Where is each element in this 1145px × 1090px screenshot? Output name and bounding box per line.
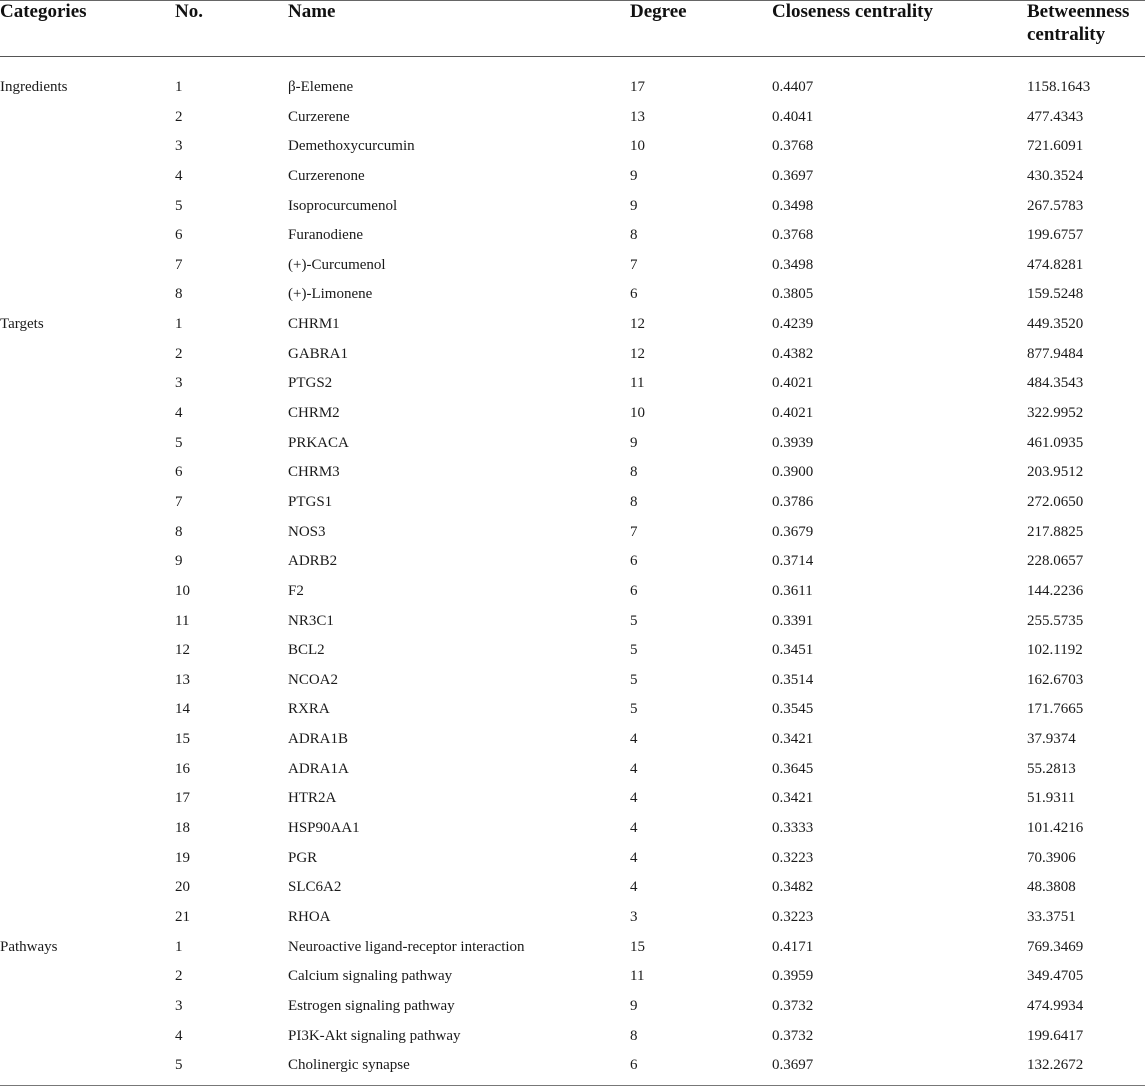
cell-betweenness: 199.6757 — [1027, 227, 1084, 244]
cell-closeness: 0.3900 — [772, 464, 814, 481]
table-row — [0, 221, 1145, 251]
cell-closeness: 0.3545 — [772, 701, 814, 718]
cell-name: PTGS2 — [288, 375, 333, 392]
table-row — [0, 1051, 1145, 1081]
cell-closeness: 0.3697 — [772, 167, 814, 184]
cell-betweenness: 132.2672 — [1027, 1057, 1084, 1074]
cell-name: Demethoxycurcumin — [288, 138, 415, 155]
cell-degree: 15 — [630, 938, 645, 955]
cell-name: RXRA — [288, 701, 330, 718]
cell-degree: 5 — [630, 671, 638, 688]
cell-closeness: 0.3421 — [772, 731, 814, 748]
cell-no: 3 — [175, 997, 183, 1014]
cell-degree: 9 — [630, 167, 638, 184]
cell-degree: 4 — [630, 849, 638, 866]
cell-betweenness: 70.3906 — [1027, 849, 1076, 866]
table-row — [0, 132, 1145, 162]
header-degree: Degree — [630, 1, 687, 22]
cell-betweenness: 474.9934 — [1027, 997, 1084, 1014]
table-row — [0, 992, 1145, 1022]
table-row — [0, 873, 1145, 903]
cell-degree: 9 — [630, 197, 638, 214]
table-row — [0, 755, 1145, 785]
cell-no: 17 — [175, 790, 190, 807]
cell-closeness: 0.3333 — [772, 820, 814, 837]
cell-closeness: 0.3714 — [772, 553, 814, 570]
table-row — [0, 192, 1145, 222]
cell-degree: 3 — [630, 908, 638, 925]
cell-no: 6 — [175, 227, 183, 244]
cell-no: 10 — [175, 582, 190, 599]
cell-no: 19 — [175, 849, 190, 866]
cell-betweenness: 322.9952 — [1027, 405, 1084, 422]
cell-closeness: 0.3697 — [772, 1057, 814, 1074]
cell-no: 16 — [175, 760, 190, 777]
cell-degree: 5 — [630, 701, 638, 718]
cell-no: 7 — [175, 493, 183, 510]
cell-closeness: 0.3223 — [772, 908, 814, 925]
table-row — [0, 577, 1145, 607]
cell-closeness: 0.3514 — [772, 671, 814, 688]
cell-no: 4 — [175, 1027, 183, 1044]
header-rule — [0, 56, 1145, 57]
cell-no: 13 — [175, 671, 190, 688]
cell-degree: 8 — [630, 227, 638, 244]
cell-no: 1 — [175, 316, 183, 333]
cell-betweenness: 430.3524 — [1027, 167, 1084, 184]
cell-name: ADRA1B — [288, 731, 349, 748]
cell-betweenness: 449.3520 — [1027, 316, 1084, 333]
cell-no: 7 — [175, 256, 183, 273]
cell-degree: 4 — [630, 760, 638, 777]
cell-no: 6 — [175, 464, 183, 481]
cell-name: β-Elemene — [288, 79, 354, 95]
cell-betweenness: 461.0935 — [1027, 434, 1084, 451]
cell-no: 18 — [175, 820, 190, 837]
table-row — [0, 636, 1145, 666]
table-row — [0, 399, 1145, 429]
cell-betweenness: 33.3751 — [1027, 908, 1076, 925]
table-row — [0, 369, 1145, 399]
cell-name: Estrogen signaling pathway — [288, 997, 455, 1014]
cell-closeness: 0.4171 — [772, 938, 814, 955]
cell-no: 2 — [175, 345, 183, 362]
table-body — [0, 73, 1145, 1081]
cell-no: 20 — [175, 879, 190, 896]
cell-degree: 7 — [630, 256, 638, 273]
cell-name: BCL2 — [288, 642, 325, 659]
cell-no: 21 — [175, 908, 190, 925]
cell-name: PI3K-Akt signaling pathway — [288, 1027, 461, 1044]
cell-degree: 4 — [630, 790, 638, 807]
cell-closeness: 0.3223 — [772, 849, 814, 866]
cell-betweenness: 48.3808 — [1027, 879, 1076, 896]
cell-name: F2 — [288, 582, 304, 599]
cell-name: (+)-Limonene — [288, 286, 373, 303]
cell-name: ADRB2 — [288, 553, 338, 570]
cell-name: Isoprocurcumenol — [288, 197, 398, 214]
cell-name: ADRA1A — [288, 760, 349, 777]
cell-no: 8 — [175, 523, 183, 540]
table-top-rule — [0, 0, 1145, 1]
header-betweenness-centrality: Betweenness centrality — [1027, 1, 1130, 45]
cell-name: NOS3 — [288, 523, 326, 540]
cell-degree: 6 — [630, 286, 638, 303]
cell-no: 5 — [175, 197, 183, 214]
cell-closeness: 0.3768 — [772, 138, 814, 155]
cell-degree: 9 — [630, 434, 638, 451]
cell-no: 3 — [175, 138, 183, 155]
table-row — [0, 162, 1145, 192]
header-closeness-centrality: Closeness centrality — [772, 1, 933, 22]
cell-name: Furanodiene — [288, 227, 363, 244]
cell-degree: 8 — [630, 1027, 638, 1044]
cell-no: 4 — [175, 405, 183, 422]
cell-name: (+)-Curcumenol — [288, 256, 386, 273]
cell-category: Ingredients — [0, 79, 68, 95]
cell-no: 9 — [175, 553, 183, 570]
cell-closeness: 0.3732 — [772, 997, 814, 1014]
cell-betweenness: 55.2813 — [1027, 760, 1076, 777]
cell-no: 14 — [175, 701, 190, 718]
cell-betweenness: 159.5248 — [1027, 286, 1084, 303]
cell-no: 2 — [175, 968, 183, 985]
table-row — [0, 695, 1145, 725]
cell-closeness: 0.3498 — [772, 256, 814, 273]
table-bottom-rule — [0, 1085, 1145, 1086]
cell-closeness: 0.3482 — [772, 879, 814, 896]
cell-betweenness: 203.9512 — [1027, 464, 1084, 481]
cell-no: 4 — [175, 167, 183, 184]
cell-degree: 7 — [630, 523, 638, 540]
table-row — [0, 933, 1145, 963]
table-row — [0, 103, 1145, 133]
cell-name: PRKACA — [288, 434, 349, 451]
table-row — [0, 903, 1145, 933]
cell-degree: 4 — [630, 820, 638, 837]
cell-name: CHRM3 — [288, 464, 340, 481]
cell-closeness: 0.3679 — [772, 523, 814, 540]
table-row — [0, 429, 1145, 459]
cell-category: Pathways — [0, 938, 58, 955]
cell-name: Cholinergic synapse — [288, 1057, 410, 1074]
table-row — [0, 1022, 1145, 1052]
table-row — [0, 488, 1145, 518]
cell-degree: 6 — [630, 1057, 638, 1074]
cell-name: CHRM1 — [288, 316, 340, 333]
cell-name: Calcium signaling pathway — [288, 968, 453, 985]
cell-no: 15 — [175, 731, 190, 748]
table-row — [0, 844, 1145, 874]
cell-no: 1 — [175, 79, 183, 95]
cell-closeness: 0.3421 — [772, 790, 814, 807]
table-row — [0, 280, 1145, 310]
cell-no: 1 — [175, 938, 183, 955]
cell-no: 8 — [175, 286, 183, 303]
cell-closeness: 0.3939 — [772, 434, 814, 451]
cell-degree: 17 — [630, 79, 645, 95]
cell-degree: 5 — [630, 612, 638, 629]
cell-name: NR3C1 — [288, 612, 334, 629]
cell-closeness: 0.4239 — [772, 316, 814, 333]
table-row — [0, 607, 1145, 637]
cell-closeness: 0.3959 — [772, 968, 814, 985]
cell-name: HTR2A — [288, 790, 337, 807]
cell-degree: 4 — [630, 731, 638, 748]
cell-betweenness: 144.2236 — [1027, 582, 1084, 599]
cell-betweenness: 217.8825 — [1027, 523, 1084, 540]
cell-name: Curzerenone — [288, 167, 365, 184]
table-row — [0, 962, 1145, 992]
cell-degree: 11 — [630, 968, 645, 985]
cell-betweenness: 349.4705 — [1027, 968, 1084, 985]
header-categories: Categories — [0, 1, 87, 22]
cell-closeness: 0.3768 — [772, 227, 814, 244]
table-row — [0, 73, 1145, 103]
cell-betweenness: 477.4343 — [1027, 108, 1084, 125]
cell-degree: 12 — [630, 345, 645, 362]
cell-betweenness: 267.5783 — [1027, 197, 1084, 214]
cell-closeness: 0.3451 — [772, 642, 814, 659]
table-row — [0, 458, 1145, 488]
cell-betweenness: 37.9374 — [1027, 731, 1076, 748]
cell-degree: 11 — [630, 375, 645, 392]
cell-closeness: 0.4021 — [772, 375, 814, 392]
cell-degree: 10 — [630, 138, 645, 155]
cell-no: 2 — [175, 108, 183, 125]
header-name: Name — [288, 1, 336, 22]
cell-closeness: 0.4021 — [772, 405, 814, 422]
cell-degree: 9 — [630, 997, 638, 1014]
cell-betweenness: 51.9311 — [1027, 790, 1076, 807]
table-row — [0, 666, 1145, 696]
cell-degree: 4 — [630, 879, 638, 896]
cell-betweenness: 171.7665 — [1027, 701, 1084, 718]
cell-closeness: 0.4041 — [772, 108, 814, 125]
table-row — [0, 340, 1145, 370]
table-row — [0, 547, 1145, 577]
cell-betweenness: 162.6703 — [1027, 671, 1084, 688]
cell-category: Targets — [0, 316, 44, 333]
cell-name: RHOA — [288, 908, 331, 925]
cell-no: 5 — [175, 434, 183, 451]
cell-degree: 6 — [630, 582, 638, 599]
cell-name: GABRA1 — [288, 345, 349, 362]
cell-closeness: 0.4407 — [772, 79, 814, 95]
cell-closeness: 0.3645 — [772, 760, 814, 777]
cell-degree: 6 — [630, 553, 638, 570]
cell-closeness: 0.3611 — [772, 582, 813, 599]
cell-name: Neuroactive ligand-receptor interaction — [288, 938, 525, 955]
cell-betweenness: 199.6417 — [1027, 1027, 1084, 1044]
cell-betweenness: 255.5735 — [1027, 612, 1084, 629]
cell-no: 5 — [175, 1057, 183, 1074]
cell-closeness: 0.3786 — [772, 493, 814, 510]
table-row — [0, 518, 1145, 548]
cell-name: HSP90AA1 — [288, 820, 360, 837]
cell-no: 12 — [175, 642, 190, 659]
cell-betweenness: 877.9484 — [1027, 345, 1084, 362]
cell-betweenness: 484.3543 — [1027, 375, 1084, 392]
cell-betweenness: 101.4216 — [1027, 820, 1084, 837]
cell-betweenness: 769.3469 — [1027, 938, 1084, 955]
cell-degree: 8 — [630, 464, 638, 481]
cell-no: 11 — [175, 612, 190, 629]
cell-closeness: 0.3391 — [772, 612, 814, 629]
cell-degree: 12 — [630, 316, 645, 333]
cell-closeness: 0.4382 — [772, 345, 814, 362]
cell-name: PGR — [288, 849, 318, 866]
cell-closeness: 0.3732 — [772, 1027, 814, 1044]
table-row — [0, 310, 1145, 340]
cell-degree: 8 — [630, 493, 638, 510]
table-row — [0, 814, 1145, 844]
header-no: No. — [175, 1, 203, 22]
cell-name: SLC6A2 — [288, 879, 342, 896]
cell-betweenness: 102.1192 — [1027, 642, 1083, 659]
cell-name: NCOA2 — [288, 671, 339, 688]
cell-betweenness: 474.8281 — [1027, 256, 1084, 273]
cell-betweenness: 228.0657 — [1027, 553, 1084, 570]
cell-degree: 10 — [630, 405, 645, 422]
cell-name: CHRM2 — [288, 405, 340, 422]
table-row — [0, 725, 1145, 755]
cell-closeness: 0.3805 — [772, 286, 814, 303]
cell-degree: 13 — [630, 108, 645, 125]
table-row — [0, 251, 1145, 281]
cell-closeness: 0.3498 — [772, 197, 814, 214]
cell-name: Curzerene — [288, 108, 350, 125]
cell-name: PTGS1 — [288, 493, 333, 510]
cell-betweenness: 272.0650 — [1027, 493, 1084, 510]
cell-no: 3 — [175, 375, 183, 392]
cell-betweenness: 721.6091 — [1027, 138, 1084, 155]
cell-degree: 5 — [630, 642, 638, 659]
table-row — [0, 784, 1145, 814]
cell-betweenness: 1158.1643 — [1027, 79, 1091, 95]
